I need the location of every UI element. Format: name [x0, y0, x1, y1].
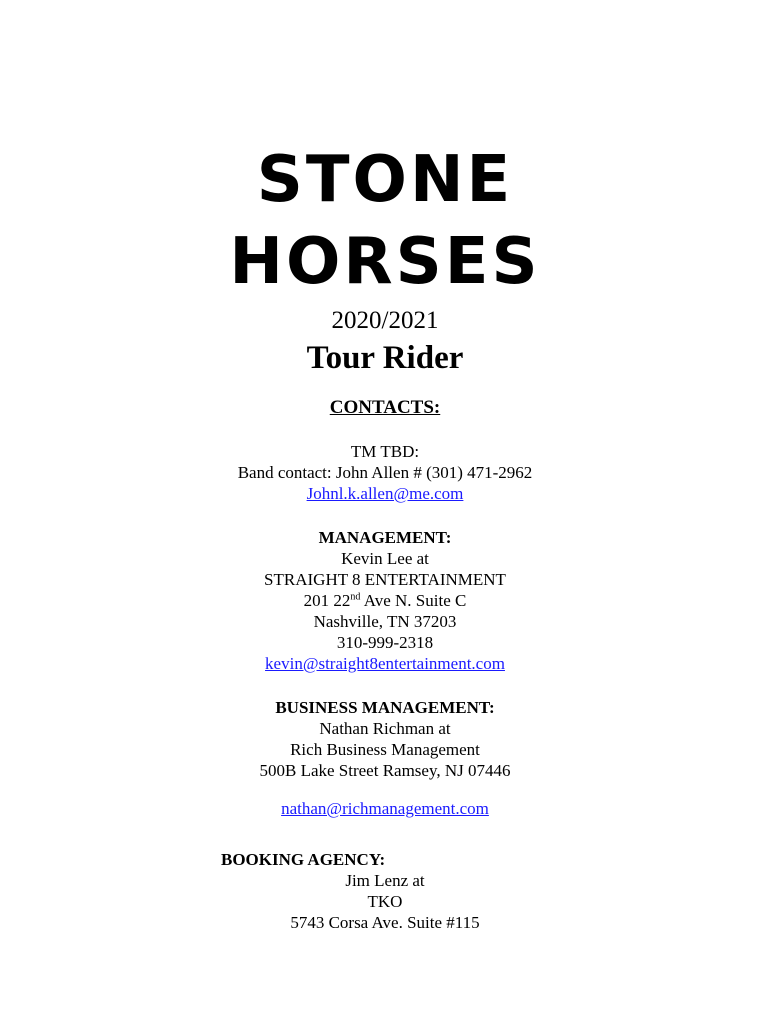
band-name-line-2: HORSES	[229, 225, 541, 299]
business-management-email-row	[0, 798, 770, 819]
management-name: Kevin Lee at	[341, 549, 429, 568]
management-city: Nashville, TN 37203	[313, 612, 457, 631]
tour-years: 2020/2021	[331, 307, 439, 334]
band-contact-line: Band contact: John Allen # (301) 471-2962	[237, 463, 533, 482]
tour-manager-line: TM TBD:	[350, 442, 420, 461]
band-name-line-1: STONE	[256, 143, 514, 217]
document-subtitle: Tour Rider	[306, 340, 464, 376]
management-address-ordinal: nd	[350, 591, 361, 603]
booking-agency-heading: BOOKING AGENCY:	[221, 850, 386, 869]
band-contact-email-link[interactable]: Johnl.k.allen@me.com	[306, 484, 464, 503]
management-email-link[interactable]: kevin@straight8entertainment.com	[265, 654, 505, 673]
management-email-row	[0, 653, 770, 674]
management-address-street: Ave N. Suite C	[360, 591, 467, 610]
business-management-heading: BUSINESS MANAGEMENT:	[275, 698, 495, 717]
management-phone: 310-999-2318	[336, 633, 434, 652]
management-address-number: 201 22	[303, 591, 351, 610]
booking-agency-address: 5743 Corsa Ave. Suite #115	[290, 913, 480, 932]
business-management-address: 500B Lake Street Ramsey, NJ 07446	[259, 761, 511, 780]
contacts-heading: CONTACTS:	[329, 397, 441, 418]
business-management-company: Rich Business Management	[290, 740, 480, 759]
business-management-email-link[interactable]: nathan@richmanagement.com	[281, 799, 489, 818]
booking-agency-company: TKO	[367, 892, 403, 911]
management-company: STRAIGHT 8 ENTERTAINMENT	[264, 570, 506, 589]
business-management-name: Nathan Richman at	[319, 719, 451, 738]
band-contact-email-row	[0, 483, 770, 504]
booking-agency-name: Jim Lenz at	[345, 871, 425, 890]
management-heading: MANAGEMENT:	[318, 528, 452, 547]
management-address	[0, 590, 770, 611]
